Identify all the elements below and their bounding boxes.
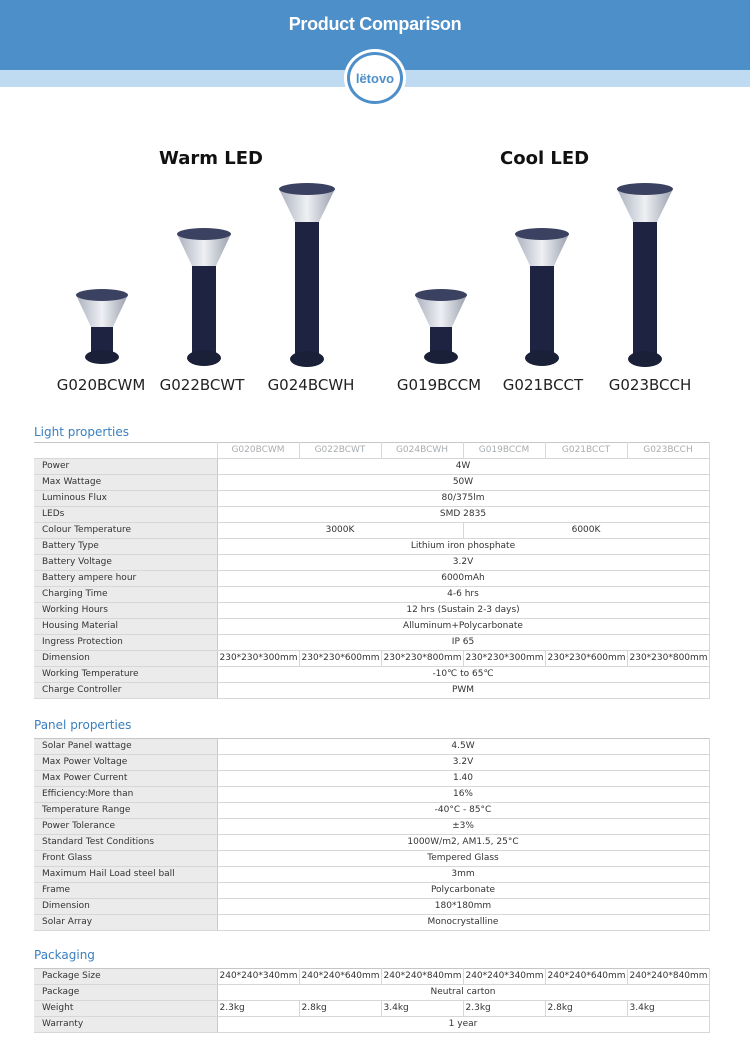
table-row xyxy=(34,667,709,683)
row-value: 12 hrs (Sustain 2-3 days) xyxy=(217,603,709,619)
row-value: Lithium iron phosphate xyxy=(217,539,709,555)
row-value: 4W xyxy=(217,459,709,475)
table-row xyxy=(34,683,709,699)
row-value: 240*240*640mm xyxy=(545,969,627,985)
table-row xyxy=(34,523,709,539)
column-header: G022BCWT xyxy=(299,443,381,459)
row-value: IP 65 xyxy=(217,635,709,651)
row-value: 50W xyxy=(217,475,709,491)
row-value: PWM xyxy=(217,683,709,699)
table-row xyxy=(34,787,709,803)
row-label: Battery ampere hour xyxy=(34,571,217,587)
table-row xyxy=(34,555,709,571)
lamp-image-short xyxy=(413,287,469,367)
packaging-table xyxy=(34,968,710,1033)
row-label: Dimension xyxy=(34,899,217,915)
row-value: 4.5W xyxy=(217,739,709,755)
row-label: Package xyxy=(34,985,217,1001)
product-label: G024BCWH xyxy=(267,376,355,394)
row-value-warm: 3000K xyxy=(217,523,463,539)
row-value: 1 year xyxy=(217,1017,709,1033)
row-value: 4-6 hrs xyxy=(217,587,709,603)
row-label: Standard Test Conditions xyxy=(34,835,217,851)
lamp-image-tall xyxy=(615,181,675,368)
table-row xyxy=(34,819,709,835)
row-label: Luminous Flux xyxy=(34,491,217,507)
product-label: G019BCCM xyxy=(396,376,482,394)
row-value: 2.8kg xyxy=(545,1001,627,1017)
row-label: Charge Controller xyxy=(34,683,217,699)
row-label: Package Size xyxy=(34,969,217,985)
group-title-warm: Warm LED xyxy=(159,148,263,169)
table-row xyxy=(34,899,709,915)
column-header: G019BCCM xyxy=(463,443,545,459)
row-label: Battery Type xyxy=(34,539,217,555)
table-row xyxy=(34,635,709,651)
table-row xyxy=(34,491,709,507)
row-value: Tempered Glass xyxy=(217,851,709,867)
row-value: 2.8kg xyxy=(299,1001,381,1017)
table-row xyxy=(34,603,709,619)
table-row xyxy=(34,651,709,667)
row-label: Housing Material xyxy=(34,619,217,635)
row-value: 6000mAh xyxy=(217,571,709,587)
table-row xyxy=(34,739,709,755)
row-label: Efficiency:More than xyxy=(34,787,217,803)
row-value: Neutral carton xyxy=(217,985,709,1001)
column-header: G024BCWH xyxy=(381,443,463,459)
column-header: G021BCCT xyxy=(545,443,627,459)
row-value: 230*230*600mm xyxy=(545,651,627,667)
table-row xyxy=(34,587,709,603)
row-label: Working Hours xyxy=(34,603,217,619)
column-header: G023BCCH xyxy=(627,443,709,459)
light-properties-table xyxy=(34,442,710,699)
product-label: G020BCWM xyxy=(56,376,146,394)
product-label: G023BCCH xyxy=(608,376,692,394)
row-label: LEDs xyxy=(34,507,217,523)
lamp-image-tall xyxy=(277,181,337,368)
table-row xyxy=(34,915,709,931)
row-value: 3.4kg xyxy=(627,1001,709,1017)
row-label: Battery Voltage xyxy=(34,555,217,571)
row-value: -10℃ to 65℃ xyxy=(217,667,709,683)
row-label: Max Wattage xyxy=(34,475,217,491)
row-value: 230*230*800mm xyxy=(381,651,463,667)
row-label: Weight xyxy=(34,1001,217,1017)
row-value: 3.2V xyxy=(217,755,709,771)
row-value: 1.40 xyxy=(217,771,709,787)
table-header-row xyxy=(34,443,709,459)
row-label: Colour Temperature xyxy=(34,523,217,539)
product-label: G021BCCT xyxy=(502,376,584,394)
row-value: 240*240*840mm xyxy=(381,969,463,985)
lamp-image-short xyxy=(74,287,130,367)
row-label: Power xyxy=(34,459,217,475)
section-title-packaging: Packaging xyxy=(34,948,95,962)
row-label: Ingress Protection xyxy=(34,635,217,651)
column-header: G020BCWM xyxy=(217,443,299,459)
table-row xyxy=(34,1001,709,1017)
row-label: Power Tolerance xyxy=(34,819,217,835)
table-row xyxy=(34,985,709,1001)
row-label: Solar Array xyxy=(34,915,217,931)
table-row xyxy=(34,507,709,523)
row-value: Monocrystalline xyxy=(217,915,709,931)
table-row xyxy=(34,771,709,787)
row-value: 230*230*800mm xyxy=(627,651,709,667)
lamp-image-medium xyxy=(175,226,233,368)
table-row xyxy=(34,619,709,635)
table-row xyxy=(34,851,709,867)
row-value: Polycarbonate xyxy=(217,883,709,899)
row-value: 3.2V xyxy=(217,555,709,571)
row-label: Solar Panel wattage xyxy=(34,739,217,755)
row-value: 16% xyxy=(217,787,709,803)
row-label: Max Power Current xyxy=(34,771,217,787)
row-label: Working Temperature xyxy=(34,667,217,683)
row-value: 80/375lm xyxy=(217,491,709,507)
table-row xyxy=(34,539,709,555)
table-row xyxy=(34,459,709,475)
brand-logo xyxy=(347,52,403,104)
table-row xyxy=(34,755,709,771)
row-label: Warranty xyxy=(34,1017,217,1033)
table-row xyxy=(34,1017,709,1033)
row-label: Dimension xyxy=(34,651,217,667)
table-row xyxy=(34,475,709,491)
table-row xyxy=(34,883,709,899)
row-value: 3mm xyxy=(217,867,709,883)
panel-properties-table xyxy=(34,738,710,931)
table-row xyxy=(34,803,709,819)
table-row xyxy=(34,835,709,851)
table-row xyxy=(34,867,709,883)
row-value: 3.4kg xyxy=(381,1001,463,1017)
table-row xyxy=(34,969,709,985)
row-label: Frame xyxy=(34,883,217,899)
page-title: Product Comparison xyxy=(288,14,462,34)
row-value: 240*240*640mm xyxy=(299,969,381,985)
table-row xyxy=(34,571,709,587)
row-value: 240*240*840mm xyxy=(627,969,709,985)
row-value: 230*230*300mm xyxy=(217,651,299,667)
row-value: 2.3kg xyxy=(217,1001,299,1017)
logo-text: lëtovo xyxy=(355,70,395,86)
row-value: -40°C - 85°C xyxy=(217,803,709,819)
row-value-cool: 6000K xyxy=(463,523,709,539)
row-value: 230*230*300mm xyxy=(463,651,545,667)
row-label: Max Power Voltage xyxy=(34,755,217,771)
row-value: SMD 2835 xyxy=(217,507,709,523)
row-value: Alluminum+Polycarbonate xyxy=(217,619,709,635)
row-label: Charging Time xyxy=(34,587,217,603)
section-title-panel: Panel properties xyxy=(34,718,132,732)
row-value: 240*240*340mm xyxy=(217,969,299,985)
row-value: 230*230*600mm xyxy=(299,651,381,667)
row-value: 180*180mm xyxy=(217,899,709,915)
product-label: G022BCWT xyxy=(159,376,245,394)
row-value: 240*240*340mm xyxy=(463,969,545,985)
row-value: ±3% xyxy=(217,819,709,835)
row-value: 2.3kg xyxy=(463,1001,545,1017)
row-label: Maximum Hail Load steel ball xyxy=(34,867,217,883)
lamp-image-medium xyxy=(513,226,571,368)
row-label: Front Glass xyxy=(34,851,217,867)
row-value: 1000W/m2, AM1.5, 25°C xyxy=(217,835,709,851)
group-title-cool: Cool LED xyxy=(500,148,590,169)
section-title-light: Light properties xyxy=(34,425,129,439)
row-label: Temperature Range xyxy=(34,803,217,819)
